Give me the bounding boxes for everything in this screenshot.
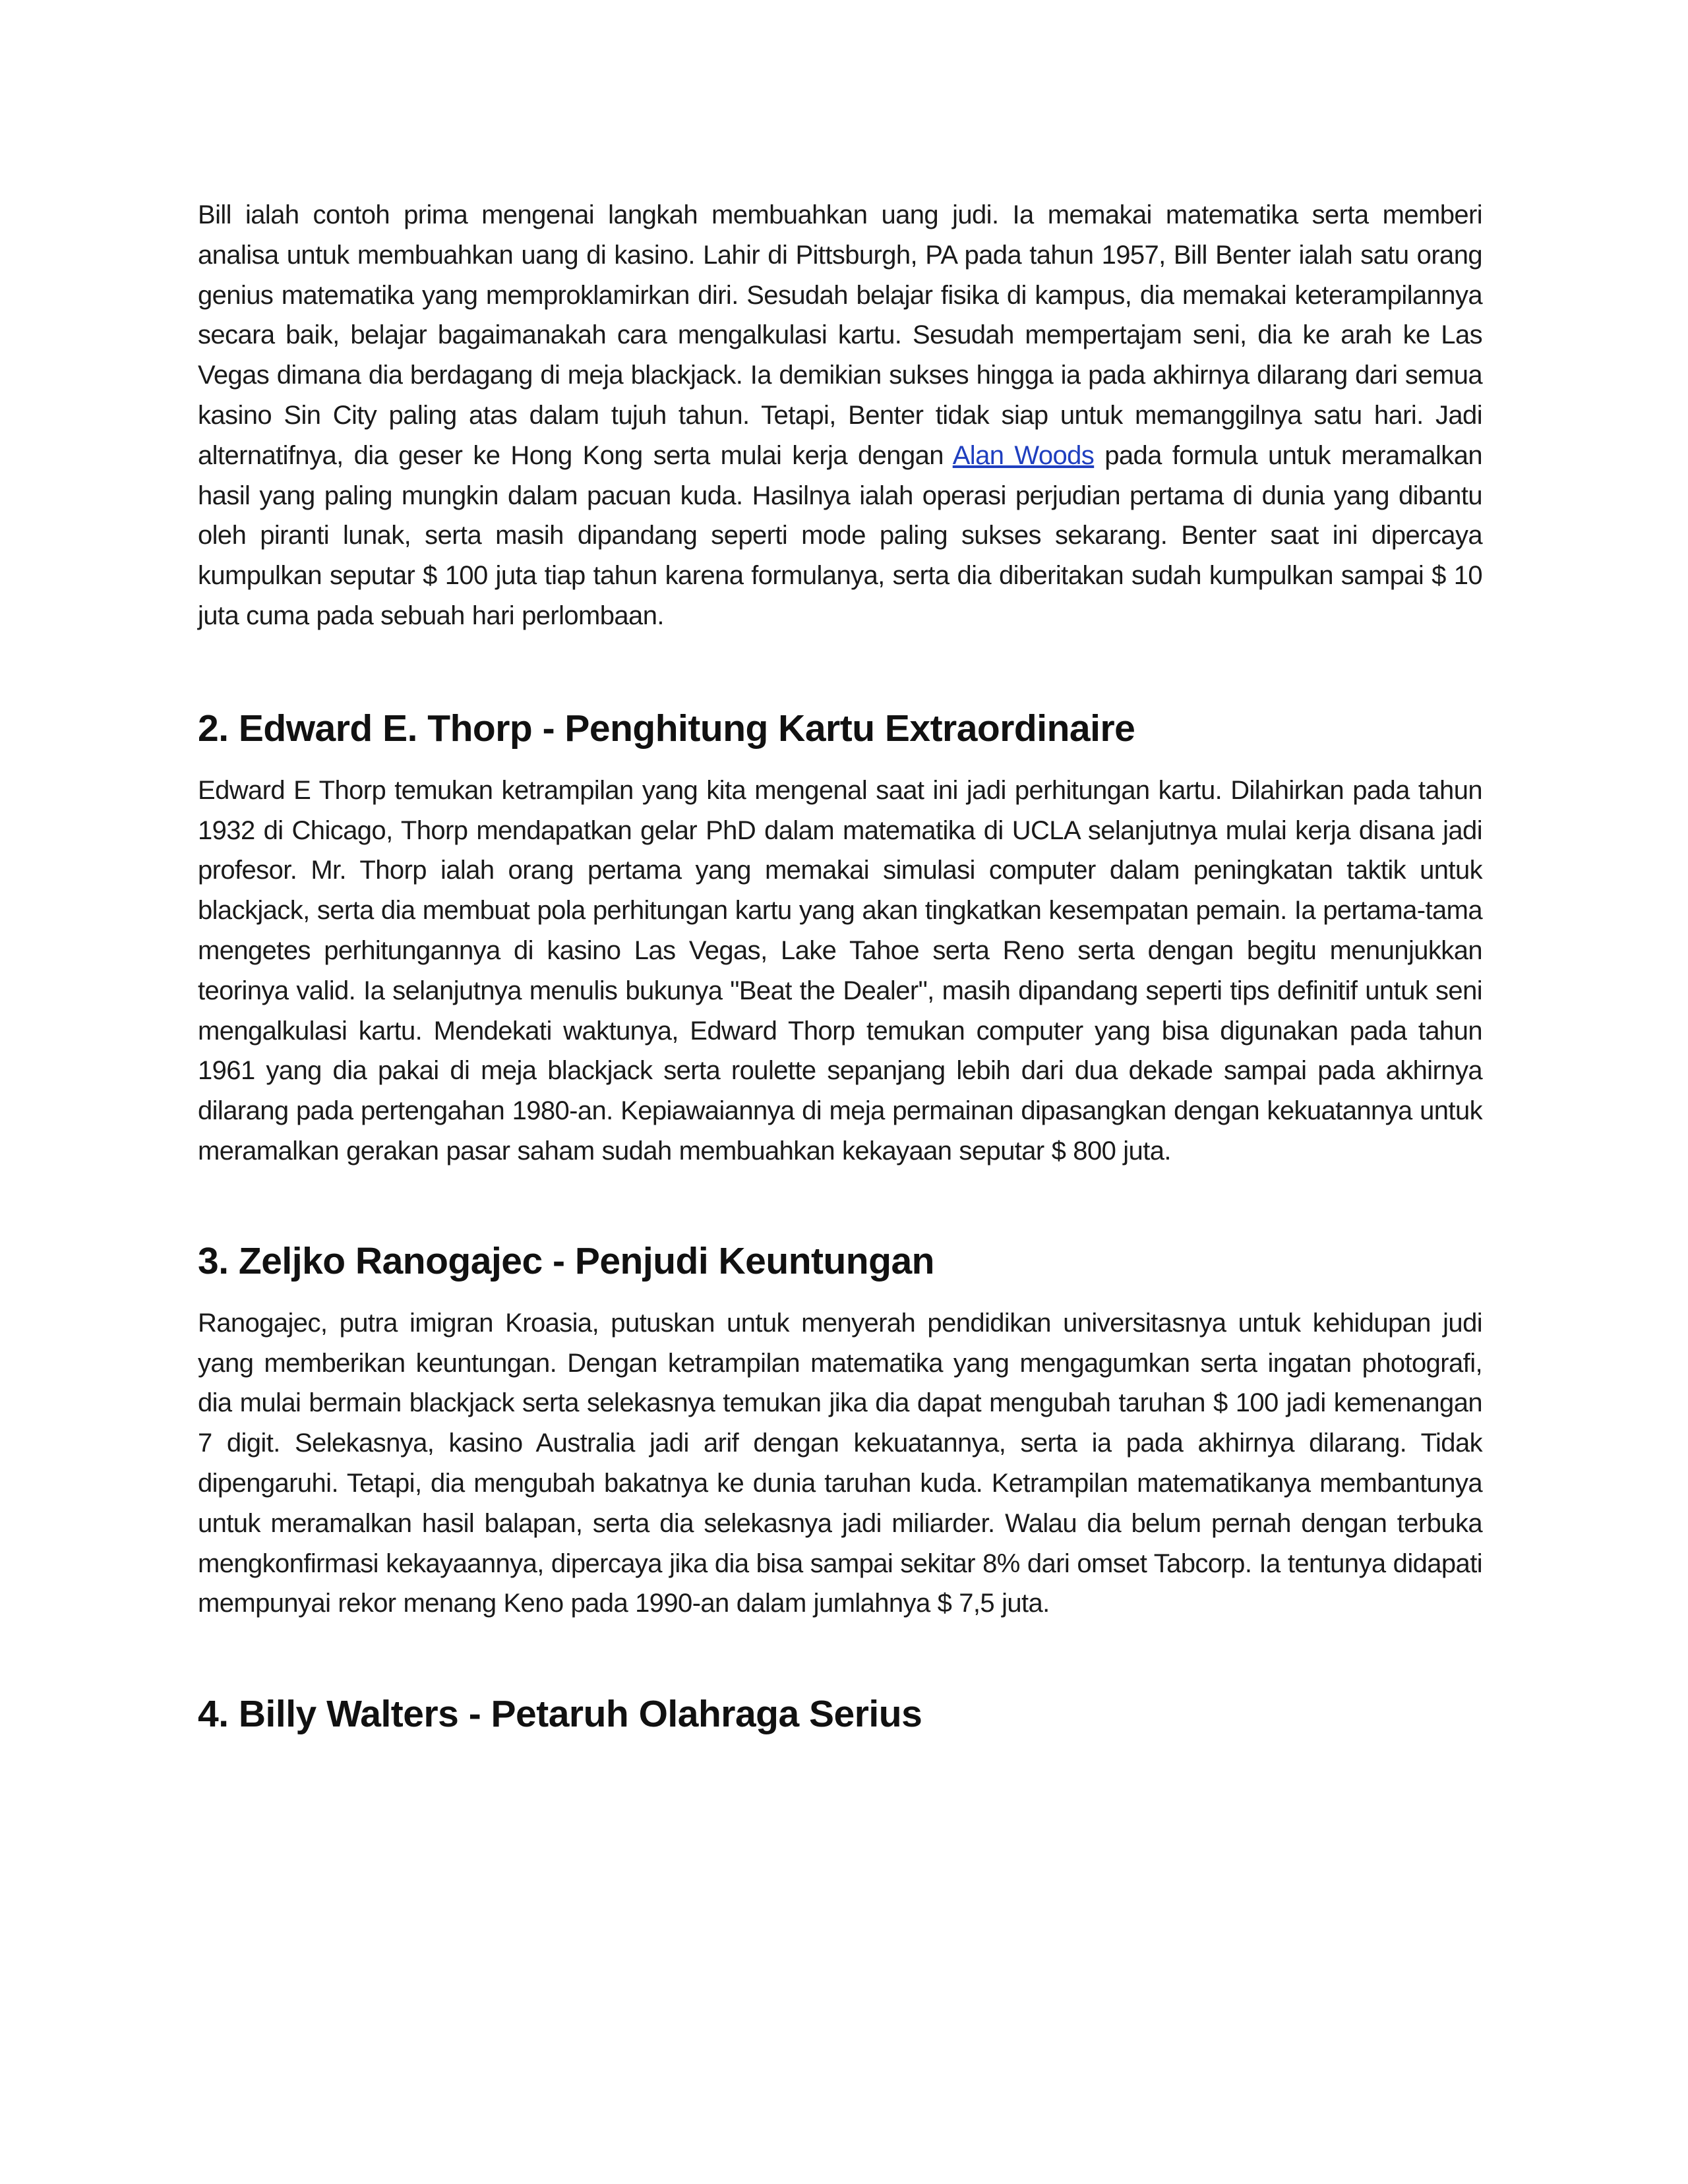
document-page <box>198 195 1482 1739</box>
section-3-paragraph: Ranogajec, putra imigran Kroasia, putuskan untuk menyerah pendidikan universitasnya untuk kehidupan judi yang memberikan keuntungan. Dengan ketrampilan matematika yang mengagumkan serta ingatan photografi, dia mulai bermain blackjack serta selekasnya temukan jika dia dapat mengubah taruhan $ 100 jadi kemenangan 7 digit. Selekasnya, kasino Australia jadi arif dengan kekuatannya, serta ia pada akhirnya dilarang. Tidak dipengaruhi. Tetapi, dia mengubah bakatnya ke dunia taruhan kuda. Ketrampilan matematikanya membantunya untuk meramalkan hasil balapan, serta dia selekasnya jadi miliarder. Walau dia belum pernah dengan terbuka mengkonfirmasi kekayaannya, dipercaya jika dia bisa sampai sekitar 8% dari omset Tabcorp. Ia tentunya didapati mempunyai rekor menang Keno pada 1990-an dalam jumlahnya $ 7,5 juta. <box>198 1308 1482 1618</box>
section-1-paragraph <box>198 195 1482 636</box>
alan-woods-link[interactable]: Alan Woods <box>952 440 1095 470</box>
paragraph-text: Bill ialah contoh prima mengenai langkah membuahkan uang judi. Ia memakai matematika serta memberi analisa untuk membuahkan uang di kasino. Lahir di Pittsburgh, PA pada tahun 1957, Bill Benter ialah satu orang genius matematika yang memproklamirkan diri. Sesudah belajar fisika di kampus, dia memakai keterampilannya secara baik, belajar bagaimanakah cara mengalkulasi kartu. Sesudah mempertajam seni, dia ke arah ke Las Vegas dimana dia berdagang di meja blackjack. Ia demikian sukses hingga ia pada akhirnya dilarang dari semua kasino Sin City paling atas dalam tujuh tahun. Tetapi, Benter tidak siap untuk memanggilnya satu hari. Jadi alternatifnya, dia geser ke Hong Kong serta mulai kerja dengan <box>198 200 1482 470</box>
section-4-heading: 4. Billy Walters - Petaruh Olahraga Serius <box>198 1693 922 1736</box>
section-2-heading: 2. Edward E. Thorp - Penghitung Kartu Extraordinaire <box>198 707 1135 750</box>
section-2-paragraph: Edward E Thorp temukan ketrampilan yang kita mengenal saat ini jadi perhitungan kartu. Dilahirkan pada tahun 1932 di Chicago, Thorp mendapatkan gelar PhD dalam matematika di UCLA selanjutnya mulai kerja disana jadi profesor. Mr. Thorp ialah orang pertama yang memakai simulasi computer dalam peningkatan taktik untuk blackjack, serta dia membuat pola perhitungan kartu yang akan tingkatkan kesempatan pemain. Ia pertama-tama mengetes perhitungannya di kasino Las Vegas, Lake Tahoe serta Reno serta dengan begitu menunjukkan teorinya valid. Ia selanjutnya menulis bukunya "Beat the Dealer", masih dipandang seperti tips definitif untuk seni mengalkulasi kartu. Mendekati waktunya, Edward Thorp temukan computer yang bisa digunakan pada tahun 1961 yang dia pakai di meja blackjack serta roulette sepanjang lebih dari dua dekade sampai pada akhirnya dilarang pada pertengahan 1980-an. Kepiawaiannya di meja permainan dipasangkan dengan kekuatannya untuk meramalkan gerakan pasar saham sudah membuahkan kekayaan seputar $ 800 juta. <box>198 775 1482 1166</box>
paragraph-text: pada formula untuk meramalkan hasil yang paling mungkin dalam pacuan kuda. Hasilnya ialah operasi perjudian pertama di dunia yang dibantu oleh piranti lunak, serta masih dipandang seperti mode paling sukses sekarang. Benter saat ini dipercaya kumpulkan seputar $ 100 juta tiap tahun karena formulanya, serta dia diberitakan sudah kumpulkan sampai $ 10 juta cuma pada sebuah hari perlombaan. <box>198 440 1482 630</box>
section-3-heading: 3. Zeljko Ranogajec - Penjudi Keuntungan <box>198 1239 934 1282</box>
